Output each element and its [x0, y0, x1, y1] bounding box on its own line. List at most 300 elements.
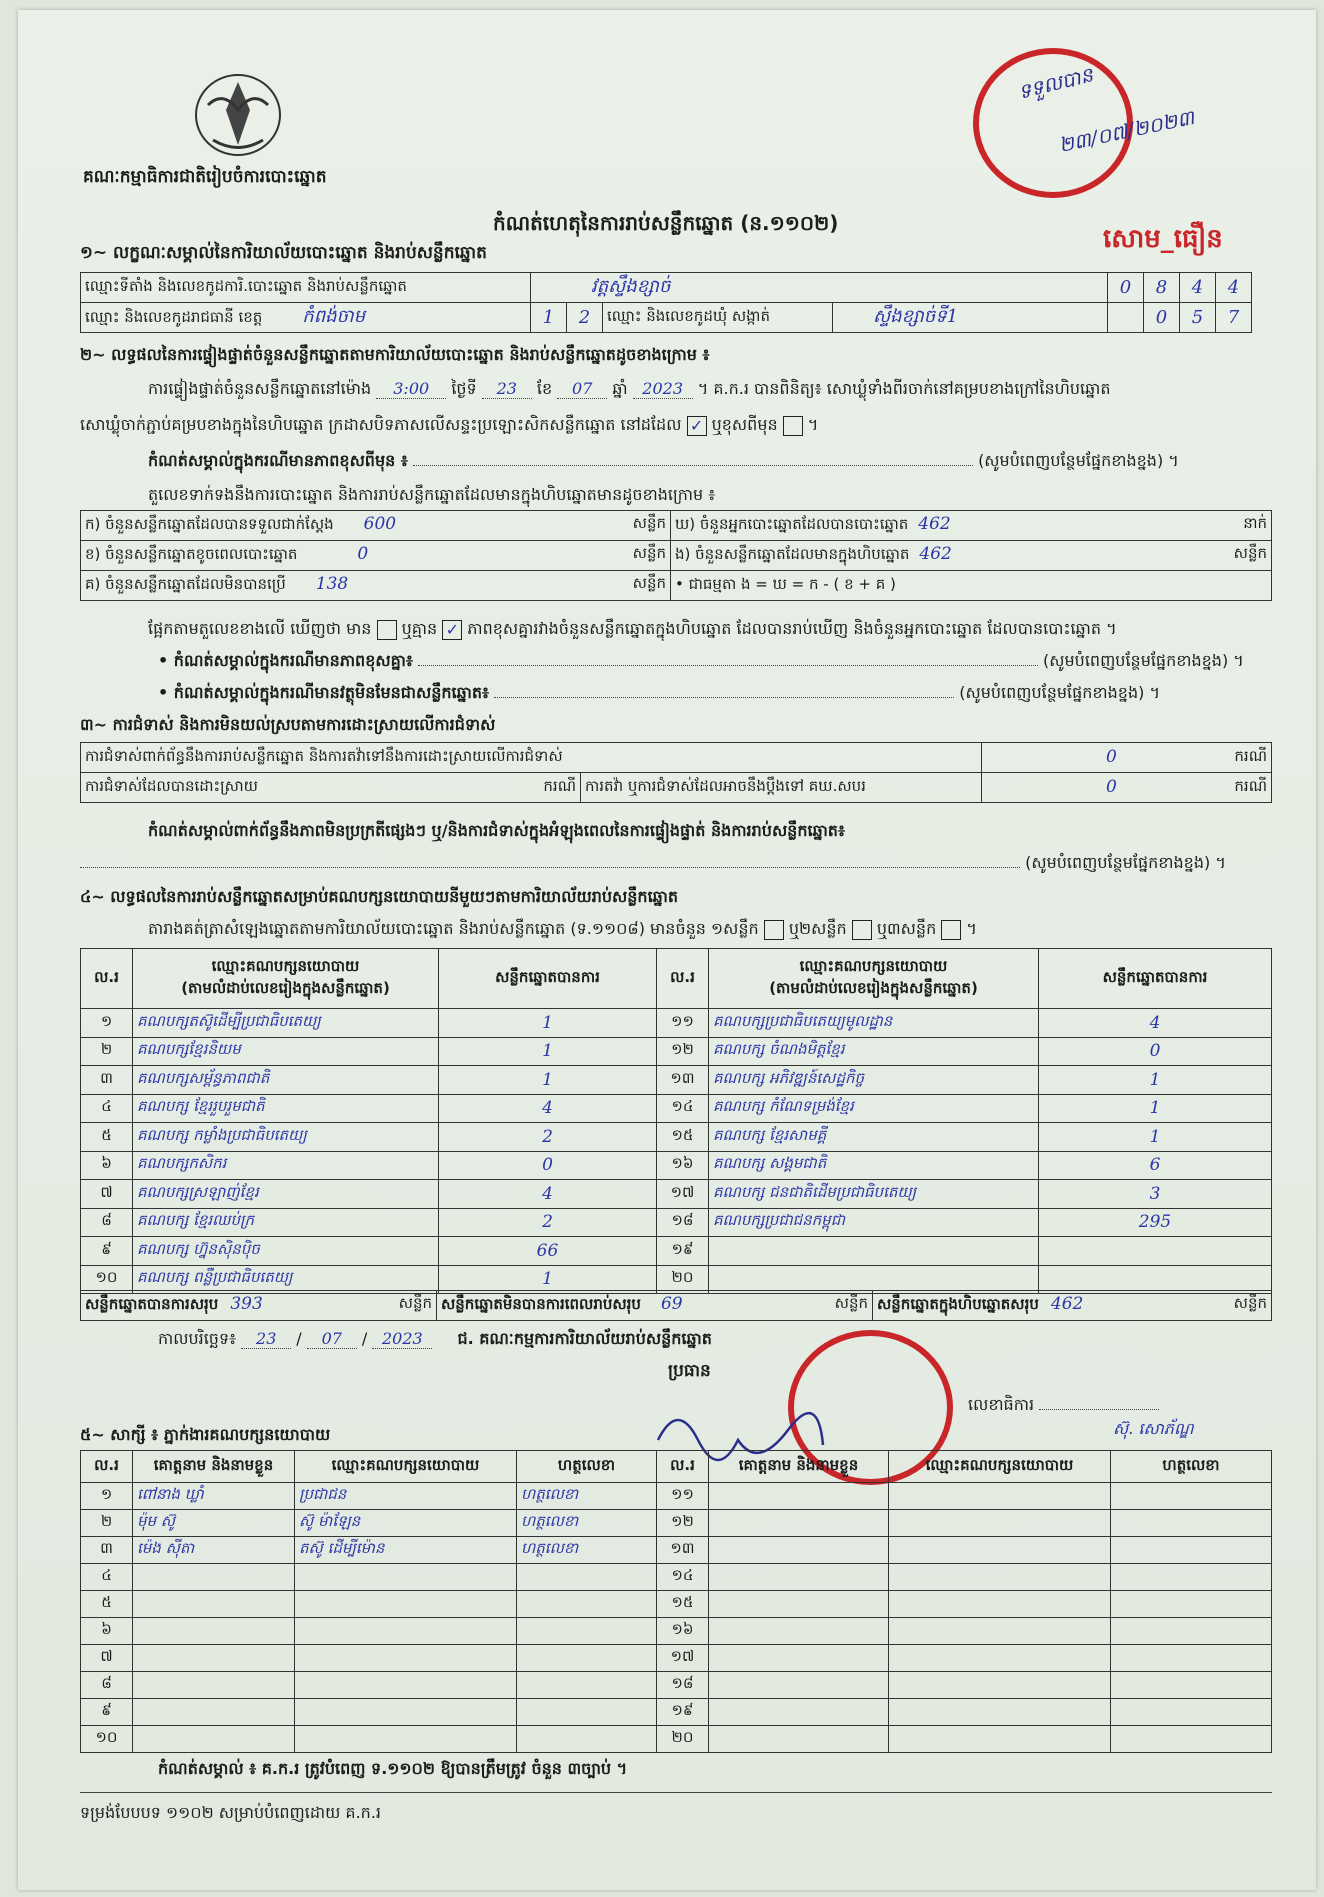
office-value: វត្តស្ទឹងខ្សាច់ — [531, 273, 1108, 303]
bullet1-field[interactable] — [418, 665, 1038, 666]
results-row — [81, 1123, 1272, 1152]
para-line2: សោឃ្លុំចាក់ភ្ជាប់គម្របខាងក្នុងនៃហិបឆ្នោត ក្រដាសបិទភាសលើសន្ទះប្រឡោះសិកសន្លឹកឆ្នោត នៅដដែល — [80, 415, 682, 434]
witness-no: ១៩ — [657, 1699, 709, 1726]
witness-party — [889, 1672, 1111, 1699]
witness-party — [889, 1726, 1111, 1753]
province-code-1: 1 — [531, 303, 567, 333]
compare-no-label: ឬគ្មាន — [401, 619, 438, 638]
results-row — [81, 1066, 1272, 1095]
witness-signature — [517, 1591, 657, 1618]
figure-d-label: ឃ) ចំនួនអ្នកបោះឆ្នោតដែលបានបោះឆ្នោត — [675, 515, 909, 533]
witness-party — [889, 1510, 1111, 1537]
tally-1-checkbox[interactable] — [764, 920, 784, 940]
commune-code-3: 7 — [1216, 303, 1252, 333]
total-box-cell — [873, 1291, 1272, 1321]
bullet2-line — [158, 682, 1160, 706]
date-label: កាលបរិច្ឆេទ៖ — [158, 1329, 237, 1348]
witness-party — [889, 1591, 1111, 1618]
party-name: គណបក្ស ហ្វ៊ុនស៊ិនប៉ិច — [133, 1237, 439, 1266]
witness-row — [81, 1564, 1272, 1591]
party-no: ១ — [81, 1009, 133, 1038]
party-votes: 1 — [439, 1009, 657, 1038]
stamp-handwriting-2: ២៣/០៧/២០២៣ — [1056, 104, 1197, 158]
objection-table — [80, 742, 1272, 803]
or-changed-label: ឬខុសពីមុន — [711, 415, 778, 434]
has-difference-checkbox[interactable] — [377, 620, 397, 640]
party-no: ១៧ — [657, 1180, 709, 1209]
total-valid-value: 393 — [230, 1294, 263, 1314]
party-no: ១១ — [657, 1009, 709, 1038]
results-col-party-right-sub: (តាមលំដាប់លេខរៀងក្នុងសន្លឹកឆ្នោត) — [769, 978, 978, 997]
objection-row1-label: ការជំទាស់ពាក់ព័ន្ធនឹងការរាប់សន្លឹកឆ្នោត និងការតវ៉ាទៅនឹងការដោះស្រាយលើការជំទាស់ — [81, 743, 982, 773]
witness-party: តស៊ូ ដើម្បីម៉ោន — [295, 1537, 517, 1564]
witness-row — [81, 1726, 1272, 1753]
party-no: ៥ — [81, 1123, 133, 1152]
witness-no: ១៥ — [657, 1591, 709, 1618]
witness-name — [709, 1618, 889, 1645]
witness-col-party-right: ឈ្មោះគណបក្សនយោបាយ — [889, 1451, 1111, 1483]
party-votes: 4 — [439, 1180, 657, 1209]
witness-row — [81, 1699, 1272, 1726]
chair-label: ប្រធាន — [668, 1361, 711, 1381]
receiver-name: សោម_ធឿន — [1103, 224, 1223, 254]
province-value: កំពង់ចាម — [302, 306, 366, 327]
witness-party — [295, 1591, 517, 1618]
figure-row-d — [671, 511, 1272, 541]
figure-b-unit: សន្លឹក — [632, 544, 666, 562]
date-line: កាលបរិច្ឆេទ៖ 23 / 07 / 2023 ជ. គណៈកម្មការការិយាល័យរាប់សន្លឹកឆ្នោត — [158, 1329, 712, 1348]
bullet1-line — [158, 650, 1244, 674]
party-votes: 1 — [439, 1037, 657, 1066]
province-code-2: 2 — [567, 303, 603, 333]
witness-no: ២ — [81, 1510, 133, 1537]
witness-name: ពៅនាង ឃ្លាំ — [133, 1483, 295, 1510]
total-box-value: 462 — [1050, 1294, 1084, 1314]
party-name: គណបក្សខ្មែរនិយម — [133, 1037, 439, 1066]
witness-party: ប្រជាជន — [295, 1483, 517, 1510]
party-votes: 66 — [439, 1237, 657, 1266]
witness-no: ៨ — [81, 1672, 133, 1699]
seal-same-checkbox[interactable]: ✓ — [687, 416, 707, 436]
verification-year: 2023 — [633, 379, 693, 399]
witness-name — [133, 1672, 295, 1699]
section3-note-line — [80, 852, 1226, 876]
results-col-party-left-sub: (តាមលំដាប់លេខរៀងក្នុងសន្លឹកឆ្នោត) — [181, 978, 390, 997]
no-difference-checkbox[interactable]: ✓ — [442, 620, 462, 640]
party-votes: 2 — [439, 1208, 657, 1237]
witness-name — [133, 1618, 295, 1645]
party-votes: 0 — [439, 1151, 657, 1180]
results-row — [81, 1151, 1272, 1180]
figure-e-label: ង) ចំនួនសន្លឹកឆ្នោតដែលមានក្នុងហិបឆ្នោត — [675, 545, 910, 563]
witness-signature: ហត្ថលេខា — [517, 1483, 657, 1510]
witness-no: ១៤ — [657, 1564, 709, 1591]
witness-col-no-left: ល.រ — [81, 1451, 133, 1483]
province-label — [81, 303, 531, 333]
witness-party — [295, 1672, 517, 1699]
witness-no: ៩ — [81, 1699, 133, 1726]
figure-c-value: 138 — [315, 574, 349, 594]
verification-paragraph — [148, 378, 1111, 402]
figure-a-value: 600 — [363, 514, 397, 534]
objection-row2-left — [81, 773, 581, 803]
totals-table — [80, 1290, 1272, 1321]
party-no: ២០ — [657, 1265, 709, 1294]
total-invalid-label: សន្លឹកឆ្នោតមិនបានការពេលរាប់សរុប — [441, 1295, 641, 1313]
figure-formula: • ជាធម្មតា ង = ឃ = ក - ( ខ + គ ) — [671, 571, 1272, 601]
party-name: គណបក្ស ខ្មែររួបរួមជាតិ — [133, 1094, 439, 1123]
party-no: ១៩ — [657, 1237, 709, 1266]
witness-no: ២០ — [657, 1726, 709, 1753]
witness-party — [889, 1483, 1111, 1510]
committee-name: គណៈកម្មាធិការជាតិរៀបចំការបោះឆ្នោត — [83, 167, 327, 187]
witness-party — [295, 1645, 517, 1672]
witness-signature — [517, 1618, 657, 1645]
party-votes: 1 — [439, 1265, 657, 1294]
office-code-2: 8 — [1144, 273, 1180, 303]
witness-no: ៦ — [81, 1618, 133, 1645]
results-row — [81, 1237, 1272, 1266]
results-col-no-right: ល.រ — [657, 949, 709, 1009]
witness-row — [81, 1510, 1272, 1537]
para-after: ។ គ.ក.រ បានពិនិត្យ៖ សោឃ្លុំទាំងពីរចាក់នៅគម្របខាងក្រៅនៃហិបឆ្នោត — [697, 379, 1111, 398]
party-name: គណបក្សកសិករ — [133, 1151, 439, 1180]
witness-name: ម៉េង ស៊ីតា — [133, 1537, 295, 1564]
stamp-handwriting-1: ទទួលបាន — [1015, 62, 1096, 104]
results-col-votes-left: សន្លឹកឆ្នោតបានការ — [439, 949, 657, 1009]
date-month: 07 — [307, 1329, 357, 1349]
province-label-text: ឈ្មោះ និងលេខកូដរាជធានី ខេត្ត — [85, 308, 263, 326]
total-invalid-value: 69 — [660, 1294, 683, 1314]
witness-no: ១៦ — [657, 1618, 709, 1645]
party-votes: 4 — [439, 1094, 657, 1123]
witness-signature: ហត្ថលេខា — [517, 1510, 657, 1537]
commune-code-1: 0 — [1144, 303, 1180, 333]
bullet2-label: • កំណត់សម្គាល់ក្នុងករណីមានវត្ថុមិនមែនជាសន្លឹកឆ្នោត៖ — [158, 683, 490, 702]
witness-row — [81, 1537, 1272, 1564]
witness-no: ១២ — [657, 1510, 709, 1537]
results-col-party-left — [133, 949, 439, 1009]
witness-party — [295, 1564, 517, 1591]
results-col-party-left-title: ឈ្មោះគណបក្សនយោបាយ — [211, 956, 360, 975]
section3-title: ៣~ ការជំទាស់ និងការមិនយល់ស្របតាមការដោះស្រាយលើការជំទាស់ — [80, 715, 496, 734]
results-col-party-right-title: ឈ្មោះគណបក្សនយោបាយ — [799, 956, 948, 975]
party-votes: 1 — [1039, 1094, 1272, 1123]
compare-rest: ភាពខុសគ្នារវាងចំនួនសន្លឹកឆ្នោតក្នុងហិបឆ្នោត ដែលបានរាប់ឃើញ និងចំនួនអ្នកបោះឆ្នោត ដែលបានបោះឆ្នោត ។ — [467, 619, 1117, 638]
party-votes: 6 — [1039, 1151, 1272, 1180]
witness-name — [709, 1645, 889, 1672]
party-name: គណបក្ស អភិវឌ្ឍន៍សេដ្ឋកិច្ច — [709, 1066, 1039, 1095]
witness-no: ១១ — [657, 1483, 709, 1510]
party-name: គណបក្ស ពន្លឺប្រជាធិបតេយ្យ — [133, 1265, 439, 1294]
total-invalid-unit: សន្លឹក — [834, 1294, 868, 1312]
witness-col-name-right: គោត្តនាម និងនាមខ្លួន — [709, 1451, 889, 1483]
secretary-line — [968, 1394, 1159, 1418]
tally-3-checkbox[interactable] — [941, 920, 961, 940]
figures-intro: តួលេខទាក់ទងនឹងការបោះឆ្នោត និងការរាប់សន្លឹកឆ្នោតដែលមានក្នុងហិបឆ្នោតមានដូចខាងក្រោម ៖ — [148, 485, 716, 504]
section3-note: កំណត់សម្គាល់ពាក់ព័ន្ធនឹងភាពមិនប្រក្រតីផ្សេងៗ ឬ/និងការជំទាស់ក្នុងអំឡុងពេលនៃការផ្ទៀងផ្ទាត់ និងការរាប់សន្លឹកឆ្នោត៖ — [148, 821, 845, 840]
witness-signature — [1111, 1645, 1272, 1672]
party-votes: 3 — [1039, 1180, 1272, 1209]
witness-signature — [1111, 1591, 1272, 1618]
tally-text: តារាងគត់ត្រាសំឡេងឆ្នោតតាមការិយាល័យបោះឆ្នោត និងរាប់សន្លឹកឆ្នោត (ទ.១១០៨) មានចំនួន ១សន្លឹក — [148, 919, 759, 938]
witness-col-sign-right: ហត្ថលេខា — [1111, 1451, 1272, 1483]
total-box-label: សន្លឹកឆ្នោតក្នុងហិបឆ្នោតសរុប — [877, 1295, 1039, 1313]
party-votes: 1 — [1039, 1066, 1272, 1095]
figure-row-a — [81, 511, 671, 541]
figure-e-unit: សន្លឹក — [1233, 544, 1267, 562]
witness-row — [81, 1672, 1272, 1699]
witness-col-no-right: ល.រ — [657, 1451, 709, 1483]
total-valid-unit: សន្លឹក — [398, 1294, 432, 1312]
witness-col-sign-left: ហត្ថលេខា — [517, 1451, 657, 1483]
month-label: ខែ — [536, 379, 553, 398]
figure-row-e — [671, 541, 1272, 571]
witness-party — [889, 1564, 1111, 1591]
party-votes: 0 — [1039, 1037, 1272, 1066]
compare-line — [148, 618, 1117, 642]
witness-no: ៧ — [81, 1645, 133, 1672]
commune-value: ស្ទឹងខ្សាច់ទី1 — [833, 303, 1108, 333]
objection-row2-cell — [982, 773, 1272, 803]
witness-signature — [1111, 1618, 1272, 1645]
day-label: ថ្ងៃទី — [451, 379, 477, 398]
party-name: គណបក្ស ខ្មែរសាមគ្គី — [709, 1123, 1039, 1152]
witness-signature: ហត្ថលេខា — [517, 1537, 657, 1564]
committee-label: ជ. គណៈកម្មការការិយាល័យរាប់សន្លឹកឆ្នោត — [457, 1329, 712, 1348]
witness-party: ស៊ូ ម៉ាឡែន — [295, 1510, 517, 1537]
seal-line: សោឃ្លុំចាក់ភ្ជាប់គម្របខាងក្នុងនៃហិបឆ្នោត ក្រដាសបិទភាសលើសន្ទះប្រឡោះសិកសន្លឹកឆ្នោត នៅដដែល ✓ ឬខុសពីមុន ។ — [80, 415, 819, 435]
party-no: ៩ — [81, 1237, 133, 1266]
verification-day: 23 — [482, 379, 532, 399]
party-no: ១៨ — [657, 1208, 709, 1237]
party-name: គណបក្ស សង្គមជាតិ — [709, 1151, 1039, 1180]
witness-name — [709, 1564, 889, 1591]
results-col-no-left: ល.រ — [81, 949, 133, 1009]
results-row — [81, 1037, 1272, 1066]
nec-emblem-icon — [188, 70, 288, 160]
party-no: ២ — [81, 1037, 133, 1066]
total-valid-label: សន្លឹកឆ្នោតបានការសរុប — [85, 1295, 219, 1313]
footer-note: កំណត់សម្គាល់ ៖ គ.ក.រ ត្រូវបំពេញ ទ.១១០២ ឱ្យបានត្រឹមត្រូវ ចំនួន ៣ច្បាប់ ។ — [158, 1759, 628, 1778]
witness-name — [709, 1591, 889, 1618]
witness-row — [81, 1618, 1272, 1645]
witness-signature — [1111, 1564, 1272, 1591]
witness-col-party-left: ឈ្មោះគណបក្សនយោបាយ — [295, 1451, 517, 1483]
witness-name — [133, 1699, 295, 1726]
tally-2-checkbox[interactable] — [852, 920, 872, 940]
witness-name — [133, 1645, 295, 1672]
witness-body — [81, 1483, 1272, 1753]
witness-no: ១ — [81, 1483, 133, 1510]
party-no: ៤ — [81, 1094, 133, 1123]
office-label: ឈ្មោះទីតាំង និងលេខកូដការិ.បោះឆ្នោត និងរាប់សន្លឹកឆ្នោត — [81, 273, 531, 303]
section1-table — [80, 272, 1252, 333]
tally-line: តារាងគត់ត្រាសំឡេងឆ្នោតតាមការិយាល័យបោះឆ្នោត និងរាប់សន្លឹកឆ្នោត (ទ.១១០៨) មានចំនួន ១សន្លឹក ឬ២សន្លឹក ឬ៣សន្លឹក ។ — [148, 919, 977, 938]
tally-or3: ឬ៣សន្លឹក — [876, 919, 937, 938]
section1-title: ១~ លក្ខណៈសម្គាល់នៃការិយាល័យបោះឆ្នោត និងរាប់សន្លឹកឆ្នោត — [80, 243, 487, 263]
bullet1-label: • កំណត់សម្គាល់ក្នុងករណីមានភាពខុសគ្នា៖ — [158, 651, 413, 670]
section3-hint: (សូមបំពេញបន្ថែមផ្នែកខាងខ្នង) ។ — [1025, 853, 1226, 872]
witness-party — [295, 1726, 517, 1753]
party-no: ១២ — [657, 1037, 709, 1066]
total-box-unit: សន្លឹក — [1233, 1294, 1267, 1312]
secretary-label: លេខាធិការ — [968, 1395, 1035, 1414]
para-start: ការផ្ទៀងផ្ទាត់ចំនួនសន្លឹកឆ្នោតនៅម៉ោង — [148, 379, 372, 398]
figure-row-c — [81, 571, 671, 601]
witness-name — [709, 1510, 889, 1537]
witness-signature — [1111, 1699, 1272, 1726]
seal-changed-checkbox[interactable] — [783, 416, 803, 436]
office-code-3: 4 — [1180, 273, 1216, 303]
witness-party — [295, 1618, 517, 1645]
party-no: ១៦ — [657, 1151, 709, 1180]
witness-no: ១០ — [81, 1726, 133, 1753]
verification-hour: 3:00 — [376, 379, 446, 399]
party-name: គណបក្សសម្ព័ន្ធភាពជាតិ — [133, 1066, 439, 1095]
party-no: ១៥ — [657, 1123, 709, 1152]
bullet2-hint: (សូមបំពេញបន្ថែមផ្នែកខាងខ្នង) ។ — [959, 683, 1160, 702]
figure-c-label: គ) ចំនួនសន្លឹកឆ្នោតដែលមិនបានប្រើ — [85, 575, 286, 593]
figure-a-unit: សន្លឹក — [632, 514, 666, 532]
difference-note-hint: (សូមបំពេញបន្ថែមផ្នែកខាងខ្នង) ។ — [978, 451, 1179, 470]
office-code-4: 4 — [1216, 273, 1252, 303]
witness-party — [295, 1699, 517, 1726]
party-no: ១៤ — [657, 1094, 709, 1123]
verification-month: 07 — [557, 379, 607, 399]
party-name: គណបក្ស ជនជាតិដើមប្រជាធិបតេយ្យ — [709, 1180, 1039, 1209]
difference-note-field[interactable] — [413, 465, 973, 466]
witness-name — [709, 1699, 889, 1726]
total-invalid-cell — [437, 1291, 873, 1321]
commune-code-blank — [1108, 303, 1144, 333]
party-votes: 4 — [1039, 1009, 1272, 1038]
party-name: គណបក្ស ចំណងមិត្តខ្មែរ — [709, 1037, 1039, 1066]
witness-signature — [517, 1645, 657, 1672]
witness-no: ៣ — [81, 1537, 133, 1564]
witness-party — [889, 1699, 1111, 1726]
witness-row — [81, 1483, 1272, 1510]
objection-row2-label: ការជំទាស់ដែលបានដោះស្រាយ — [85, 776, 258, 795]
office-code-1: 0 — [1108, 273, 1144, 303]
figure-e-value: 462 — [919, 544, 952, 564]
party-votes — [1039, 1237, 1272, 1266]
objection-row1-value: 0 — [1106, 746, 1117, 767]
witness-col-name-left: គោត្តនាម និងនាមខ្លួន — [133, 1451, 295, 1483]
party-name: គណបក្សស្រឡាញ់ខ្មែរ — [133, 1180, 439, 1209]
section3-note-field[interactable] — [80, 867, 1020, 868]
witness-name: ម៉ុម ស៊ូ — [133, 1510, 295, 1537]
objection-row1-cell — [982, 743, 1272, 773]
party-no: ១០ — [81, 1265, 133, 1294]
party-no: ១៣ — [657, 1066, 709, 1095]
witness-name — [709, 1672, 889, 1699]
figure-d-value: 462 — [918, 514, 951, 534]
witness-no: ១៨ — [657, 1672, 709, 1699]
figure-d-unit: នាក់ — [1243, 514, 1267, 532]
figure-c-unit: សន្លឹក — [632, 574, 666, 592]
objection-row2-unit-b: ករណី — [1234, 776, 1267, 795]
party-name: គណបក្ស ខ្មែរឈប់ក្រ — [133, 1208, 439, 1237]
objection-row1-unit: ករណី — [1234, 746, 1267, 765]
witness-signature — [517, 1564, 657, 1591]
witness-name — [709, 1726, 889, 1753]
witness-row — [81, 1591, 1272, 1618]
results-row — [81, 1180, 1272, 1209]
commune-label: ឈ្មោះ និងលេខកូដឃុំ សង្កាត់ — [603, 303, 833, 333]
form-footer: ទម្រង់បែបបទ ១១០២ សម្រាប់បំពេញដោយ គ.ក.រ — [80, 1803, 381, 1822]
section2-title: ២~ លទ្ធផលនៃការផ្ទៀងផ្ទាត់ចំនួនសន្លឹកឆ្នោតតាមការិយាល័យបោះឆ្នោត និងរាប់សន្លឹកឆ្នោតដូចខាងក្រោម ៖ — [80, 345, 710, 364]
difference-note-label: កំណត់សម្គាល់ក្នុងករណីមានភាពខុសពីមុន ៖ — [148, 451, 408, 470]
witness-row — [81, 1645, 1272, 1672]
witness-signature — [517, 1672, 657, 1699]
bullet1-hint: (សូមបំពេញបន្ថែមផ្នែកខាងខ្នង) ។ — [1043, 651, 1244, 670]
section4-title: ៤~ លទ្ធផលនៃការរាប់សន្លឹកឆ្នោតសម្រាប់គណបក្សនយោបាយនីមួយៗតាមការិយាល័យរាប់សន្លឹកឆ្នោត — [80, 887, 679, 906]
results-col-votes-right: សន្លឹកឆ្នោតបានការ — [1039, 949, 1272, 1009]
results-row — [81, 1094, 1272, 1123]
witness-signature — [517, 1699, 657, 1726]
tally-or2: ឬ២សន្លឹក — [788, 919, 847, 938]
date-day: 23 — [241, 1329, 291, 1349]
figure-a-label: ក) ចំនួនសន្លឹកឆ្នោតដែលបានទទួលជាក់ស្ដែង — [85, 515, 334, 533]
footer-divider — [80, 1792, 1272, 1793]
party-no: ៦ — [81, 1151, 133, 1180]
witness-no: ៥ — [81, 1591, 133, 1618]
figure-b-label: ខ) ចំនួនសន្លឹកឆ្នោតខូចពេលបោះឆ្នោត — [85, 545, 298, 563]
party-name: គណបក្សប្រជាធិបតេយ្យមូលដ្ឋាន — [709, 1009, 1039, 1038]
witness-party — [889, 1618, 1111, 1645]
witness-signature — [1111, 1483, 1272, 1510]
commune-code-2: 5 — [1180, 303, 1216, 333]
date-year: 2023 — [372, 1329, 432, 1349]
witness-name — [709, 1537, 889, 1564]
figure-row-b — [81, 541, 671, 571]
objection-row2-unit-a: ករណី — [543, 776, 576, 795]
witness-signature — [517, 1726, 657, 1753]
witness-name — [133, 1591, 295, 1618]
witness-party — [889, 1537, 1111, 1564]
objection-row2-value: 0 — [1106, 776, 1117, 797]
section5-title: ៥~ សាក្សី ៖ ភ្នាក់ងារគណបក្សនយោបាយ — [80, 1425, 331, 1444]
figures-table — [80, 510, 1272, 601]
compare-text: ផ្អែកតាមតួលេខខាងលើ ឃើញថា មាន — [148, 619, 372, 638]
party-votes: 295 — [1039, 1208, 1272, 1237]
secretary-signature-field[interactable] — [1039, 1409, 1159, 1410]
year-label: ឆ្នាំ — [612, 379, 628, 398]
party-votes: 1 — [439, 1066, 657, 1095]
results-body — [81, 1009, 1272, 1294]
party-name: គណបក្ស កម្លាំងប្រជាធិបតេយ្យ — [133, 1123, 439, 1152]
figure-b-value: 0 — [357, 544, 369, 564]
party-votes: 2 — [439, 1123, 657, 1152]
party-no: ៨ — [81, 1208, 133, 1237]
bullet2-field[interactable] — [494, 697, 954, 698]
party-name: គណបក្សប្រជាជនកម្ពុជា — [709, 1208, 1039, 1237]
total-valid-cell — [81, 1291, 437, 1321]
party-name: គណបក្ស កំណែទម្រង់ខ្មែរ — [709, 1094, 1039, 1123]
witness-signature — [1111, 1672, 1272, 1699]
party-name: គណបក្សតស៊ូដើម្បីប្រជាធិបតេយ្យ — [133, 1009, 439, 1038]
party-no: ៣ — [81, 1066, 133, 1095]
objection-row2-mid: ការតវ៉ា ឬការជំទាស់ដែលអាចនឹងប្ដឹងទៅ គឃ.សបរ — [581, 773, 982, 803]
results-col-party-right — [709, 949, 1039, 1009]
witness-table — [80, 1450, 1272, 1753]
results-table — [80, 948, 1272, 1294]
witness-name — [133, 1564, 295, 1591]
witness-signature — [1111, 1510, 1272, 1537]
witness-signature — [1111, 1537, 1272, 1564]
results-row — [81, 1009, 1272, 1038]
